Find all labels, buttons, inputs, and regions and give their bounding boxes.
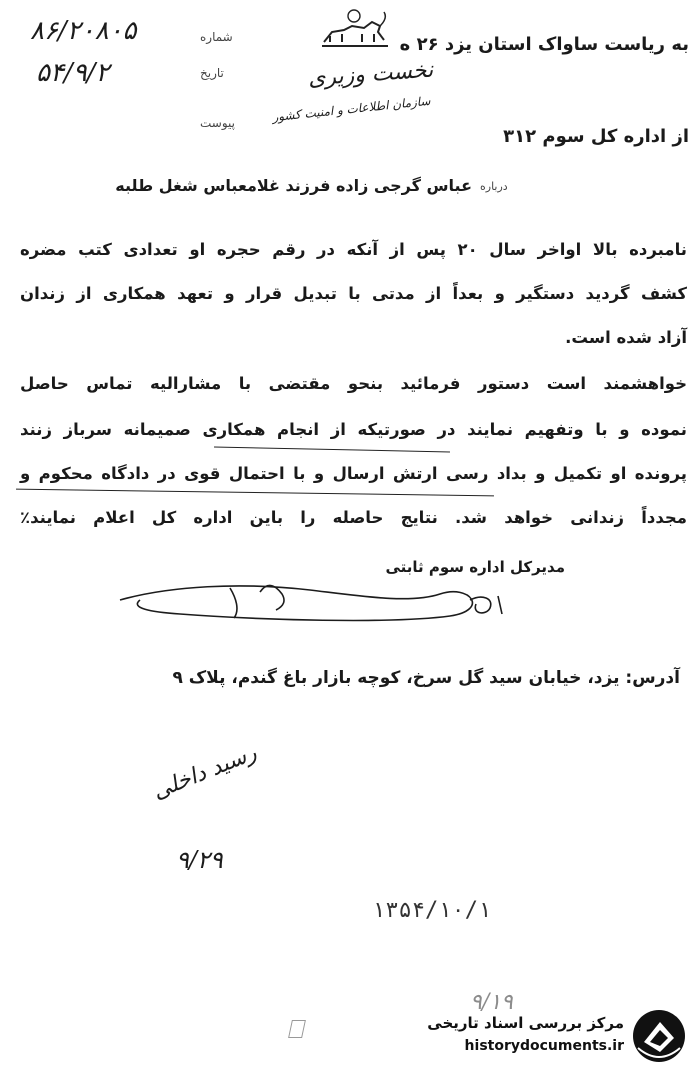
handwritten-note: رسید داخلی xyxy=(149,740,261,805)
subject-label: درباره xyxy=(480,180,508,193)
watermark-title: مرکز بررسی اسناد تاریخی xyxy=(427,1014,624,1032)
attachment-label: پیوست xyxy=(200,116,235,130)
date-value: ۵۴/۹/۲ xyxy=(36,58,110,88)
date-label: تاریخ xyxy=(200,66,224,80)
sender-line: از اداره کل سوم ۳۱۲ xyxy=(503,126,689,147)
number-value: ۸۶/۲۰۸۰۵ xyxy=(30,16,137,46)
prime-ministry-stamp: نخست وزیری xyxy=(307,57,435,92)
body-line: نموده و با وتفهیم نمایند در صورتیکه از انجام همکاری صمیمانه سرباز زنند xyxy=(20,420,687,439)
faded-mark xyxy=(288,1020,306,1038)
handwritten-underline xyxy=(16,489,494,497)
body-line: مجدداً زندانی خواهد شد. نتایج حاصله را باین اداره کل اعلام نمایند٪ xyxy=(20,508,687,527)
subject-text: عباس گرجی زاده فرزند غلامعباس شغل طلبه xyxy=(115,176,472,195)
faded-number: ۹/۱۹ xyxy=(470,990,513,1015)
document-archive-logo-icon xyxy=(630,1008,688,1064)
signatory-title: مدیرکل اداره سوم ثابتی xyxy=(385,558,565,576)
handwritten-note-date: ۹/۲۹ xyxy=(176,846,223,874)
watermark xyxy=(418,1008,694,1064)
watermark-url: historydocuments.ir xyxy=(464,1038,624,1054)
address-line: آدرس: یزد، خیابان سید گل سرخ، کوچه بازار باغ گندم، پلاک ۹ xyxy=(172,668,680,688)
body-line: پرونده او تکمیل و بداد رسی ارتش ارسال و با احتمال قوی در دادگاه محکوم و xyxy=(20,464,687,483)
handwritten-underline xyxy=(214,447,450,453)
body-line: خواهشمند است دستور فرمائید بنحو مقتضی با مشارالیه تماس حاصل xyxy=(20,374,687,393)
number-label: شماره xyxy=(200,30,233,44)
body-line: نامبرده بالا اواخر سال ۲۰ پس از آنکه در رقم حجره او تعدادی کتب مضره xyxy=(20,240,687,259)
body-line: کشف گردید دستگیر و بعداً از مدتی با تبدیل قرار و تعهد همکاری از زندان xyxy=(20,284,687,303)
body-line: آزاد شده است. xyxy=(565,328,687,347)
recipient-line: به ریاست ساواک استان یزد ۲۶ ه xyxy=(399,34,689,55)
organization-stamp: سازمان اطلاعات و امنیت کشور xyxy=(271,93,432,125)
handwritten-signature xyxy=(110,570,550,630)
registration-date: ۱۳۵۴/۱۰/۱ xyxy=(372,898,492,923)
